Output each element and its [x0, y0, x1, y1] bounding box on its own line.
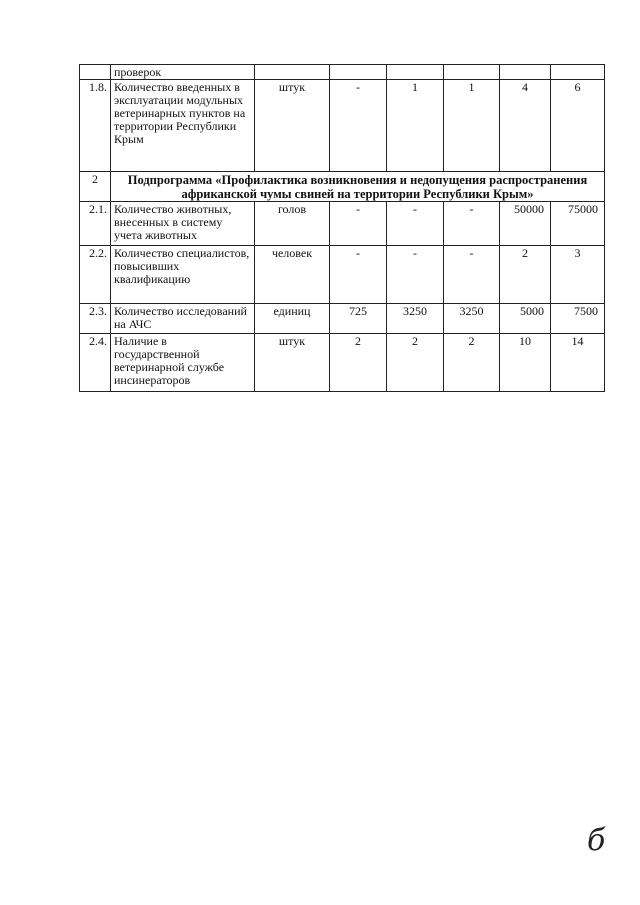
value-cell — [330, 65, 387, 80]
value-cell: 5000 — [500, 304, 551, 334]
value-cell: - — [330, 202, 387, 246]
indicator-name: проверок — [111, 65, 255, 80]
indicators-table — [79, 64, 605, 392]
row-number: 2.2. — [80, 246, 111, 304]
value-cell: 50000 — [500, 202, 551, 246]
indicator-name: Наличие в государственной ветеринарной службе инсинераторов — [111, 334, 255, 392]
unit-cell: штук — [255, 334, 330, 392]
value-cell: 75000 — [551, 202, 605, 246]
row-number — [80, 65, 111, 80]
value-cell — [500, 65, 551, 80]
value-cell: 1 — [444, 80, 500, 172]
value-cell: 6 — [551, 80, 605, 172]
value-cell — [387, 65, 444, 80]
value-cell: 2 — [500, 246, 551, 304]
row-number: 2.4. — [80, 334, 111, 392]
value-cell: 3 — [551, 246, 605, 304]
value-cell: 2 — [387, 334, 444, 392]
value-cell: 10 — [500, 334, 551, 392]
indicator-name: Количество введенных в эксплуатации модульных ветеринарных пунктов на территории Республики Крым — [111, 80, 255, 172]
value-cell: 2 — [330, 334, 387, 392]
table-row — [80, 65, 605, 80]
value-cell: 3250 — [444, 304, 500, 334]
value-cell — [444, 65, 500, 80]
table-row — [80, 304, 605, 334]
handwritten-page-mark: б — [587, 823, 606, 858]
value-cell: 2 — [444, 334, 500, 392]
value-cell: - — [387, 246, 444, 304]
value-cell: 14 — [551, 334, 605, 392]
unit-cell: голов — [255, 202, 330, 246]
value-cell — [551, 65, 605, 80]
value-cell: 725 — [330, 304, 387, 334]
value-cell: 1 — [387, 80, 444, 172]
subprogram-number: 2 — [80, 172, 111, 202]
indicator-name: Количество животных, внесенных в систему учета животных — [111, 202, 255, 246]
value-cell: 3250 — [387, 304, 444, 334]
value-cell: - — [444, 246, 500, 304]
row-number: 2.1. — [80, 202, 111, 246]
subprogram-row — [80, 172, 605, 202]
table-row — [80, 202, 605, 246]
row-number: 2.3. — [80, 304, 111, 334]
value-cell: - — [330, 80, 387, 172]
table-row — [80, 246, 605, 304]
indicator-name: Количество исследований на АЧС — [111, 304, 255, 334]
value-cell: - — [444, 202, 500, 246]
indicator-name: Количество специалистов, повысивших квалификацию — [111, 246, 255, 304]
table-row — [80, 80, 605, 172]
unit-cell — [255, 65, 330, 80]
value-cell: - — [330, 246, 387, 304]
value-cell: 7500 — [551, 304, 605, 334]
unit-cell: штук — [255, 80, 330, 172]
row-number: 1.8. — [80, 80, 111, 172]
unit-cell: человек — [255, 246, 330, 304]
unit-cell: единиц — [255, 304, 330, 334]
value-cell: 4 — [500, 80, 551, 172]
value-cell: - — [387, 202, 444, 246]
table-row — [80, 334, 605, 392]
subprogram-title: Подпрограмма «Профилактика возникновения и недопущения распространения африканской чумы свиней на территории Республики Крым» — [111, 172, 605, 202]
